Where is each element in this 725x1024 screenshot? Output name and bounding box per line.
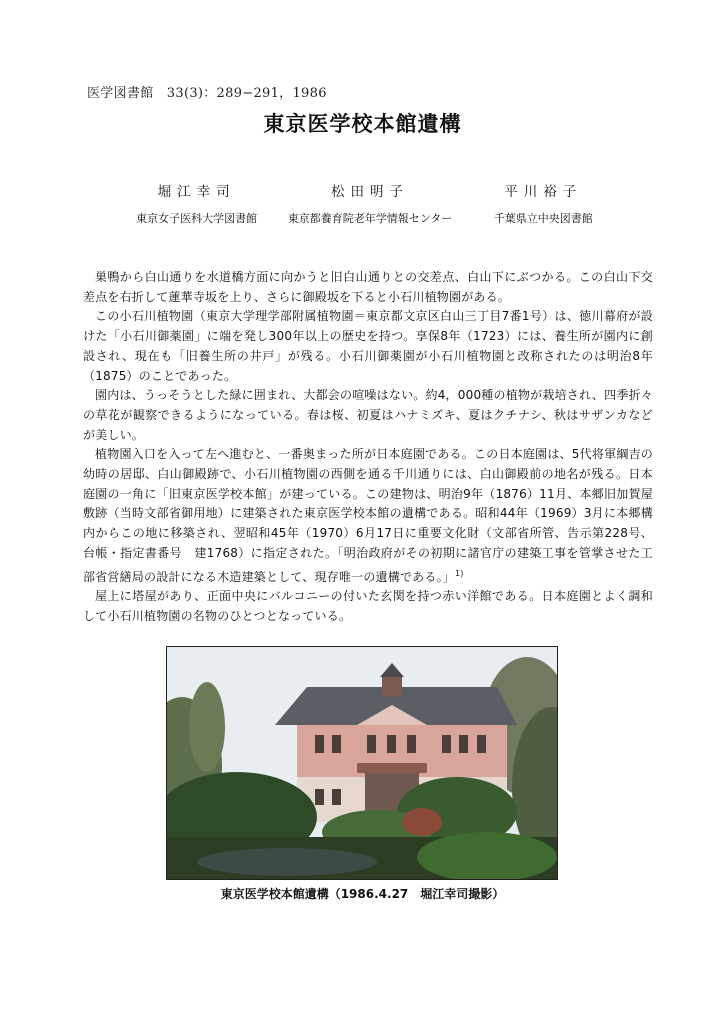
journal-citation: 医学図書館 33(3)：289−291，1986 xyxy=(87,86,327,101)
paragraph: 屋上に塔屋があり、正面中央にバルコニーの付いた玄関を持つ赤い洋館である。日本庭園とよく調和して小石川植物園の名物のひとつとなっている。 xyxy=(83,589,653,623)
article-body xyxy=(83,268,653,627)
author-1 xyxy=(110,180,283,226)
photo-caption: 東京医学校本館遺構（1986.4.27 堀江幸司撮影） xyxy=(220,887,505,901)
paragraph: 園内は、うっそうとした緑に囲まれ、大都会の喧噪はない。約4，000種の植物が栽培され、四季折々の草花が観察できるようになっている。春は桜、初夏はハナミズキ、夏はクチナシ、秋はサザンカなどが美しい。 xyxy=(83,388,653,442)
paragraph: この小石川植物園（東京大学理学部附属植物園＝東京都文京区白山三丁目7番1号）は、徳川幕府が設けた「小石川御薬園」に端を発し300年以上の歴史を持つ。享保8年（1723）には、養生所が園内に創設され、現在も「旧養生所の井戸」が残る。小石川御薬園が小石川植物園と改称されたのは明治8年（1875）のことであった。 xyxy=(83,309,653,383)
author-name: 松田明子 xyxy=(330,184,409,200)
author-affiliation: 千葉県立中央図書館 xyxy=(493,212,593,225)
author-affiliation: 東京女子医科大学図書館 xyxy=(136,212,258,225)
author-3 xyxy=(457,180,630,226)
paragraph xyxy=(83,445,653,587)
author-name: 平川裕子 xyxy=(504,184,583,200)
author-list xyxy=(110,180,630,226)
paragraph: 巣鴨から白山通りを水道橋方面に向かうと旧白山通りとの交差点、白山下にぶつかる。この白山下交差点を右折して蓮華寺坂を上り、さらに御殿坂を下ると小石川植物園がある。 xyxy=(83,270,653,304)
footnote-reference: 1) xyxy=(454,568,464,578)
photo-illustration xyxy=(167,647,557,879)
author-affiliation: 東京都養育院老年学情報センター xyxy=(287,212,453,225)
author-name: 堀江幸司 xyxy=(157,184,236,200)
page-title: 東京医学校本館遺構 xyxy=(263,112,462,136)
paragraph-text: 植物園入口を入って左へ進むと、一番奥まった所が日本庭園である。この日本庭園は、5代将軍綱吉の幼時の居邸、白山御殿跡で、小石川植物園の西側を通る千川通りには、白山御殿前の地名が残る。日本庭園の一角に「旧東京医学校本館」が建っている。この建物は、明治9年（1876）11月、本郷旧加賀屋敷跡（当時文部省御用地）に建築された東京医学校本館の遺構である。昭和44年（1969）3月に本郷構内からこの地に移築され、翌昭和45年（1970）6月17日に重要文化財（文部省所管、告示第228号、台帳・指定書番号 建1768）に指定された。「明治政府がその初期に諸官庁の建築工事を管掌させた工部省営繕局の設計になる木造建築として、現存唯一の遺構である。」 xyxy=(83,447,653,584)
author-2 xyxy=(283,180,456,226)
building-photo xyxy=(166,646,558,880)
